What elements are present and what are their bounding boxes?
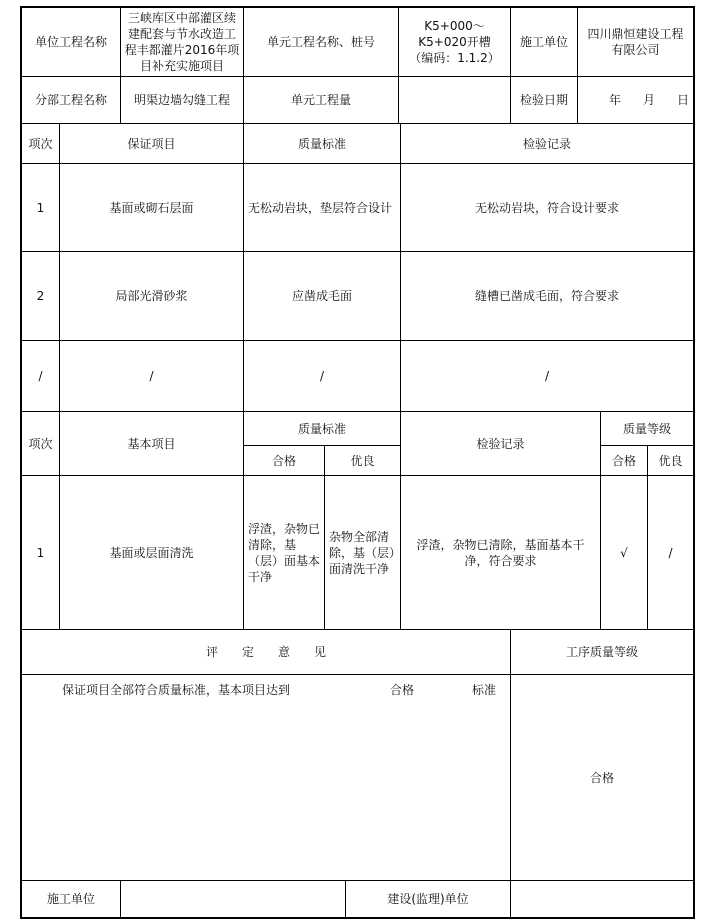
construction-unit-label: 施工单位 [519, 34, 568, 49]
evaluation-grade-value: 合格 [589, 770, 614, 785]
basic-col-grade-good: 优良 [658, 453, 683, 468]
basic-col-grade: 质量等级 [622, 421, 671, 436]
sub-project-label: 分部工程名称 [34, 93, 107, 107]
table-row-no: / [38, 369, 43, 383]
evaluation-grade-title: 工序质量等级 [565, 645, 638, 659]
table-row-grade-pass: √ [620, 545, 628, 560]
table-row-record: / [544, 369, 550, 383]
basic-col-standard: 质量标准 [297, 421, 346, 436]
table-row-item: 基面或砌石层面 [109, 200, 194, 215]
evaluation-text [22, 675, 510, 880]
table-row-record: 浮渣，杂物已清除，基面基本干净，符合要求 [416, 537, 585, 568]
element-project-label: 单元工程名称、桩号 [266, 34, 375, 49]
date-day: 日 [676, 93, 689, 107]
sub-project-value: 明渠边墙勾缝工程 [133, 93, 230, 107]
unit-project-label: 单位工程名称 [34, 34, 107, 49]
guarantee-col-standard: 质量标准 [297, 136, 346, 151]
guarantee-col-record: 检验记录 [522, 136, 571, 151]
table-row-item: 基面或层面清洗 [109, 545, 194, 560]
element-quantity-value [399, 77, 510, 123]
basic-col-no: 项次 [28, 436, 53, 451]
evaluation-text-prefix: 保证项目全部符合质量标准，基本项目达到 [62, 683, 291, 697]
basic-col-record: 检验记录 [476, 436, 525, 451]
footer-construction-unit-label: 施工单位 [46, 892, 95, 906]
footer-construction-unit-value [121, 881, 345, 917]
evaluation-text-level: 合格 [390, 683, 415, 697]
footer-supervision-unit-value [511, 881, 693, 917]
table-row-standard: 应凿成毛面 [291, 289, 352, 303]
unit-project-value: 三峡库区中部灌区续建配套与节水改造工程丰都灌片2016年项目补充实施项目 [124, 10, 240, 73]
basic-col-grade-pass: 合格 [611, 453, 636, 468]
element-project-value: K5+000～K5+020开槽 [418, 18, 491, 49]
table-row-standard: 无松动岩块，垫层符合设计 [248, 200, 393, 215]
inspection-date-label: 检验日期 [519, 93, 568, 107]
table-row-no: 2 [36, 289, 45, 303]
date-year: 年 [608, 93, 621, 107]
basic-col-item: 基本项目 [127, 436, 176, 451]
guarantee-col-item: 保证项目 [127, 136, 176, 151]
basic-col-pass: 合格 [271, 453, 296, 468]
inspection-date-value [578, 77, 693, 123]
table-row-good: 杂物全部清除，基（层）面清洗干净 [329, 529, 396, 576]
construction-unit-value: 四川鼎恒建设工程有限公司 [587, 26, 684, 57]
guarantee-col-no: 项次 [28, 136, 53, 151]
table-row-item: 局部光滑砂浆 [115, 289, 188, 303]
table-row-record: 无松动岩块，符合设计要求 [474, 200, 619, 215]
element-quantity-label: 单元工程量 [290, 93, 351, 107]
table-row-no: 1 [36, 545, 45, 560]
table-row-grade-good: / [668, 545, 673, 560]
date-month: 月 [642, 93, 655, 107]
basic-col-good: 优良 [350, 453, 375, 468]
footer-supervision-unit-label: 建设(监理)单位 [387, 892, 469, 906]
table-row-standard: / [319, 369, 325, 383]
element-project-code: （编码：1.1.2） [409, 50, 500, 65]
table-row-pass: 浮渣，杂物已清除，基（层）面基本干净 [248, 521, 321, 584]
element-project-value-cell [399, 7, 510, 76]
table-row-record: 缝槽已凿成毛面，符合要求 [474, 289, 619, 303]
evaluation-text-suffix: 标准 [472, 683, 497, 697]
table-row-item: / [149, 369, 154, 383]
evaluation-title: 评 定 意 见 [205, 645, 326, 659]
table-row-no: 1 [36, 200, 45, 215]
